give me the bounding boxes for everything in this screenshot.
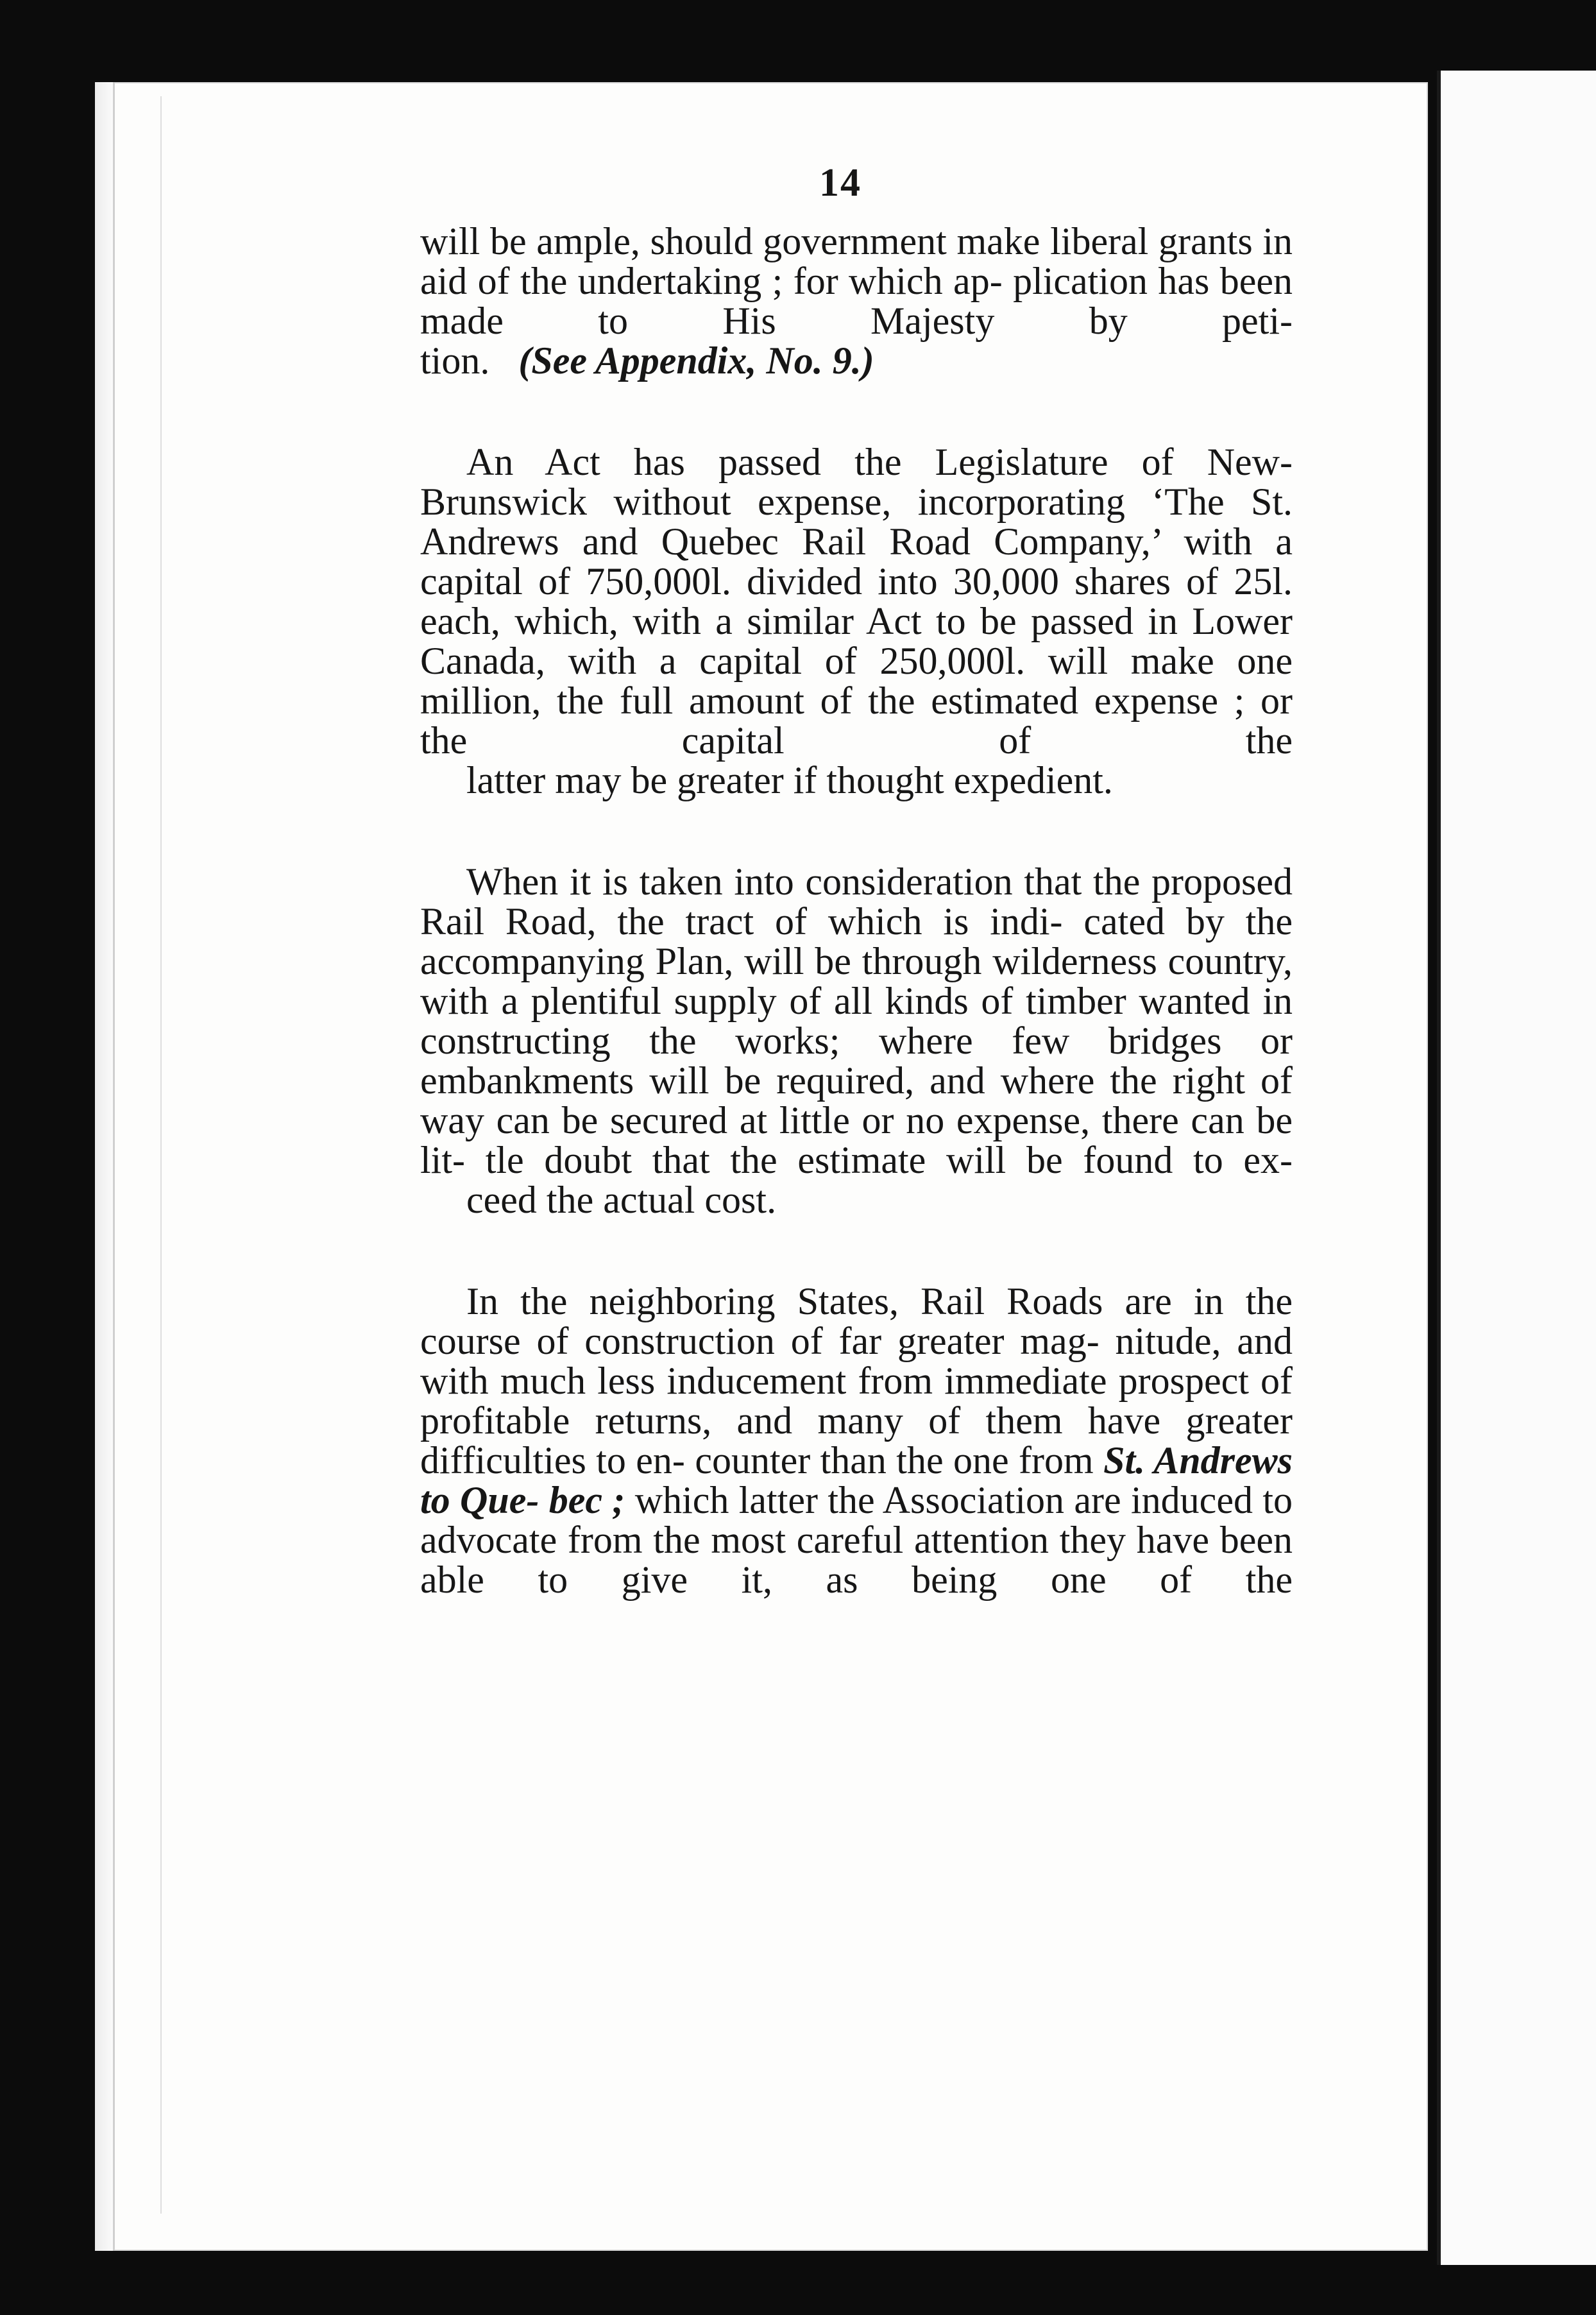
- paragraph-1: [420, 221, 1293, 380]
- paragraph-2-line-1: An Act has passed the Legislature of New-: [466, 441, 1293, 483]
- paragraph-2-line-2: Brunswick without expense, incorporating ‘The: [420, 481, 1225, 523]
- paragraph-4-line-1: In the neighboring States, Rail Roads are in: [466, 1280, 1224, 1322]
- paragraph-3-line-4: wilderness country, with a plentiful supply of: [420, 940, 1293, 1022]
- page-fold-line: [160, 96, 168, 2214]
- paragraph-4: [420, 1281, 1293, 1600]
- paragraph-3-line-6: works; where few bridges or embankments will: [420, 1020, 1293, 1102]
- paragraph-1-last-line: [420, 341, 1293, 380]
- body-text: [420, 221, 1293, 1661]
- paragraph-4-line-7-rest: which latter the Association are induced: [634, 1479, 1253, 1521]
- page-number: 14: [819, 161, 862, 205]
- paragraph-2-line-7: 250,000l. will make one million, the full amount: [420, 640, 1293, 722]
- place-name-italic-continued: bec ;: [548, 1479, 625, 1521]
- paragraph-3-line-9: tle doubt that the estimate will be found to ex-: [485, 1139, 1293, 1181]
- paragraph-2: [420, 442, 1293, 800]
- paragraph-4-line-5: many of them have greater difficulties to en-: [420, 1399, 1293, 1482]
- place-name-italic: St. Andrews to Que-: [420, 1439, 1293, 1521]
- page-binding-edge: [95, 82, 115, 2251]
- paragraph-3-line-7: be required, and where the right of way can be: [420, 1059, 1293, 1141]
- paragraph-4-line-6-lead: counter than the one from: [695, 1439, 1094, 1482]
- appendix-reference: (See Appendix, No. 9.): [518, 339, 874, 382]
- paragraph-4-line-8: to advocate from the most careful attention they: [420, 1479, 1293, 1561]
- paragraph-2-line-3: St. Andrews and Quebec Rail Road Company,’: [420, 481, 1293, 563]
- paragraph-1-line-2: grants in aid of the undertaking ; for which ap-: [420, 220, 1293, 302]
- paragraph-4-line-9: have been able to give it, as being one of the: [420, 1519, 1293, 1601]
- adjacent-page-edge: [1437, 71, 1596, 2265]
- paragraph-3-line-5: all kinds of timber wanted in constructing the: [420, 980, 1293, 1062]
- paragraph-4-line-4: immediate prospect of profitable returns, and: [420, 1360, 1293, 1442]
- paragraph-1-last-line-lead: tion.: [420, 339, 490, 382]
- paragraph-1-line-3: plication has been made to His Majesty by peti-: [420, 260, 1293, 342]
- paragraph-2-line-4: with a capital of 750,000l. divided into 30,000: [420, 520, 1293, 602]
- paragraph-1-line-1: will be ample, should government make liberal: [420, 220, 1149, 262]
- paragraph-3-line-8: secured at little or no expense, there can be lit-: [420, 1099, 1293, 1181]
- paragraph-2-line-8: of the estimated expense ; or the capital of the: [420, 679, 1293, 762]
- paragraph-3-last-line: ceed the actual cost.: [466, 1179, 777, 1221]
- paragraph-2-line-5: shares of 25l. each, which, with a similar Act to: [420, 560, 1293, 642]
- paragraph-2-line-6: be passed in Lower Canada, with a capital of: [420, 600, 1293, 682]
- paragraph-3-line-3: cated by the accompanying Plan, will be through: [420, 900, 1293, 982]
- paragraph-2-last-line: latter may be greater if thought expedient.: [466, 759, 1113, 801]
- paragraph-3-line-1: When it is taken into consideration that the: [466, 860, 1141, 903]
- paragraph-4-line-3: nitude, and with much less inducement from: [420, 1320, 1293, 1402]
- paragraph-3: [420, 862, 1293, 1220]
- paragraph-4-line-2: the course of construction of far greater mag-: [420, 1280, 1293, 1362]
- paragraph-3-line-2: proposed Rail Road, the tract of which is indi-: [420, 860, 1293, 943]
